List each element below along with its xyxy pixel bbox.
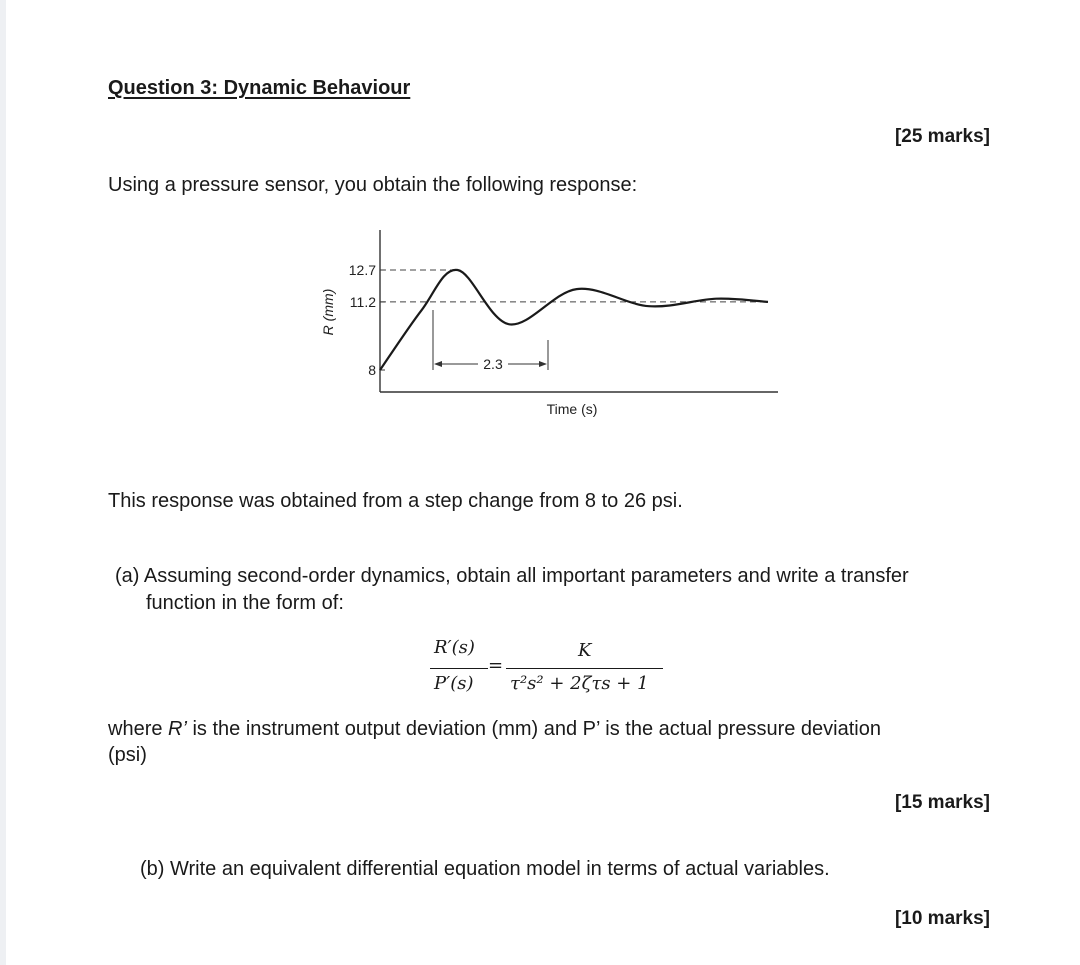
y-tick-label: 8 xyxy=(368,362,376,378)
page-edge xyxy=(0,0,6,965)
transfer-function xyxy=(428,636,678,700)
part-a-line2: function in the form of: xyxy=(146,592,344,614)
where-line1 xyxy=(108,718,881,741)
intro-text: Using a pressure sensor, you obtain the following response: xyxy=(108,174,638,196)
part-a-marks: [15 marks] xyxy=(894,792,990,813)
chart-axes xyxy=(380,230,778,392)
period-annotation-group xyxy=(433,310,548,372)
rhs-fraction-bar xyxy=(506,668,663,669)
rhs-numerator: K xyxy=(578,640,592,661)
part-b-marks: [10 marks] xyxy=(894,908,990,929)
y-tick-label: 11.2 xyxy=(349,293,376,310)
part-b-text: (b) Write an equivalent differential equation model in terms of actual variables. xyxy=(140,858,830,880)
y-tick-label: 12.7 xyxy=(348,262,376,278)
where-line2: (psi) xyxy=(108,744,147,766)
response-chart xyxy=(300,222,800,432)
lhs-numerator: R′(s) xyxy=(434,637,475,658)
question-title: Question 3: Dynamic Behaviour xyxy=(108,77,411,99)
where-mid: is the instrument output deviation (mm) and P’ is the actual pressure deviation xyxy=(186,718,881,740)
response-curve xyxy=(380,270,768,370)
x-axis-label: Time (s) xyxy=(546,401,598,417)
step-info-text: This response was obtained from a step change from 8 to 26 psi. xyxy=(108,490,683,512)
where-variable: R’ xyxy=(168,718,187,740)
period-label: 2.3 xyxy=(483,356,503,372)
total-marks: [25 marks] xyxy=(894,126,990,147)
y-axis-label: R (mm) xyxy=(320,288,336,336)
lhs-fraction-bar xyxy=(430,668,488,669)
lhs-denominator: P′(s) xyxy=(434,673,474,694)
period-arrowhead-right xyxy=(539,361,547,367)
rhs-denominator: τ²s² + 2ζτs + 1 xyxy=(510,673,649,694)
part-a-line1: (a) Assuming second-order dynamics, obtain all important parameters and write a transfer xyxy=(115,565,909,587)
where-pre: where xyxy=(108,718,169,740)
equals-sign: = xyxy=(488,655,504,676)
chart-series xyxy=(380,270,768,370)
period-arrowhead-left xyxy=(434,361,442,367)
